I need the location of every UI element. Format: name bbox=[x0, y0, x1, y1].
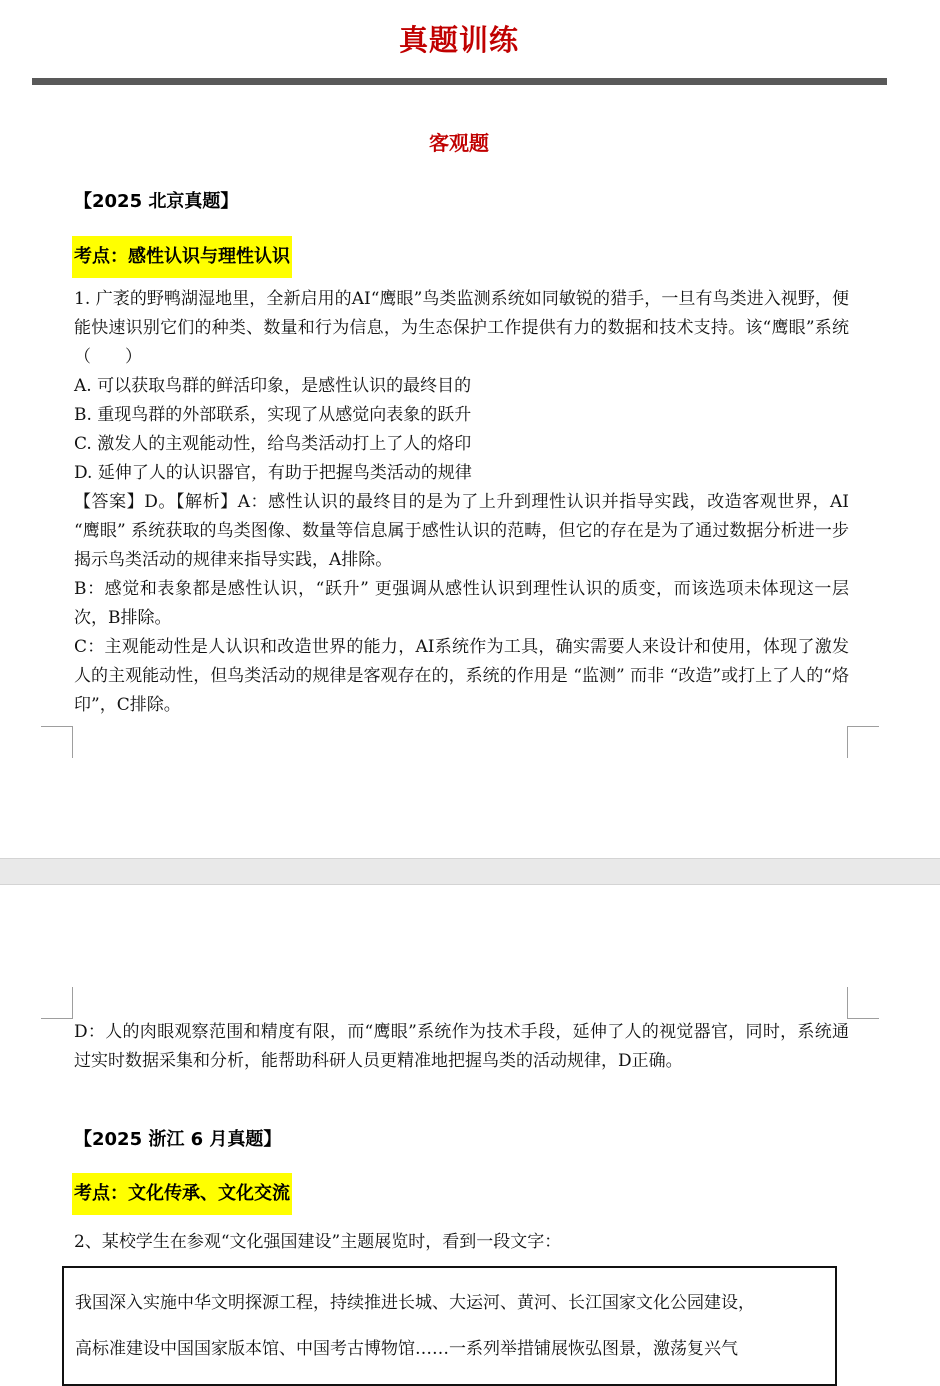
page-corner-mark bbox=[41, 726, 73, 758]
option-b: B. 重现鸟群的外部联系，实现了从感觉向表象的跃升 bbox=[74, 405, 472, 425]
document-title: 真题训练 bbox=[398, 23, 519, 57]
answer-analysis-a: 【答案】D。【解析】A：感性认识的最终目的是为了上升到理性认识并指导实践，改造客观世界，AI “鹰眼” 系统获取的鸟类图像、数量等信息属于感性认识的范畴，但它的存在是为了通过数据分析进一步揭示鸟类活动的规律来指导实践，A排除。 bbox=[74, 492, 849, 570]
quote-box bbox=[62, 1266, 837, 1386]
answer-analysis-d bbox=[74, 1018, 849, 1076]
question-stem: 2、某校学生在参观“文化强国建设”主题展览时，看到一段文字： bbox=[74, 1232, 562, 1252]
kaodian-highlight: 考点：感性认识与理性认识 bbox=[72, 236, 292, 278]
question-stem: 1. 广袤的野鸭湖湿地里，全新启用的AI“鹰眼”鸟类监测系统如同敏锐的猎手，一旦有鸟类进入视野，便能快速识别它们的种类、数量和行为信息，为生态保护工作提供有力的数据和技术支持。该“鹰眼”系统（ ） bbox=[74, 289, 849, 367]
answer-analysis-c: C：主观能动性是人认识和改造世界的能力，AI系统作为工具，确实需要人来设计和使用，体现了激发人的主观能动性，但鸟类活动的规律是客观存在的，系统的作用是 “监测” 而非 “改造”或打上了人的“烙印”，C排除。 bbox=[74, 637, 849, 715]
question-1-body bbox=[74, 285, 849, 720]
answer-analysis-d-text: D：人的肉眼观察范围和精度有限，而“鹰眼”系统作为技术手段，延伸了人的视觉器官，同时，系统通过实时数据采集和分析，能帮助科研人员更精准地把握鸟类的活动规律，D正确。 bbox=[74, 1022, 849, 1071]
kaodian-highlight: 考点：文化传承、文化交流 bbox=[72, 1173, 292, 1215]
page-corner-mark bbox=[41, 987, 73, 1019]
quote-line: 高标准建设中国国家版本馆、中国考古博物馆……一系列举措铺展恢弘图景，激荡复兴气 bbox=[75, 1339, 738, 1359]
option-c: C. 激发人的主观能动性，给鸟类活动打上了人的烙印 bbox=[74, 434, 472, 454]
page-break-gap bbox=[0, 858, 940, 885]
page-corner-mark bbox=[847, 726, 879, 758]
option-d: D. 延伸了人的认识器官，有助于把握鸟类活动的规律 bbox=[74, 463, 472, 483]
exam-source-tag: 【2025 浙江 6 月真题】 bbox=[74, 1129, 282, 1150]
question-2-stem bbox=[74, 1228, 849, 1257]
section-title: 客观题 bbox=[429, 131, 489, 155]
document-page-2 bbox=[0, 885, 940, 1359]
page-corner-mark bbox=[847, 987, 879, 1019]
title-divider bbox=[32, 78, 887, 85]
option-a: A. 可以获取鸟群的鲜活印象，是感性认识的最终目的 bbox=[74, 376, 472, 396]
quote-line: 我国深入实施中华文明探源工程，持续推进长城、大运河、黄河、长江国家文化公园建设， bbox=[75, 1293, 755, 1313]
answer-analysis-b: B：感觉和表象都是感性认识，“跃升” 更强调从感性认识到理性认识的质变，而该选项未体现这一层次，B排除。 bbox=[74, 579, 849, 628]
exam-source-tag: 【2025 北京真题】 bbox=[74, 191, 239, 212]
